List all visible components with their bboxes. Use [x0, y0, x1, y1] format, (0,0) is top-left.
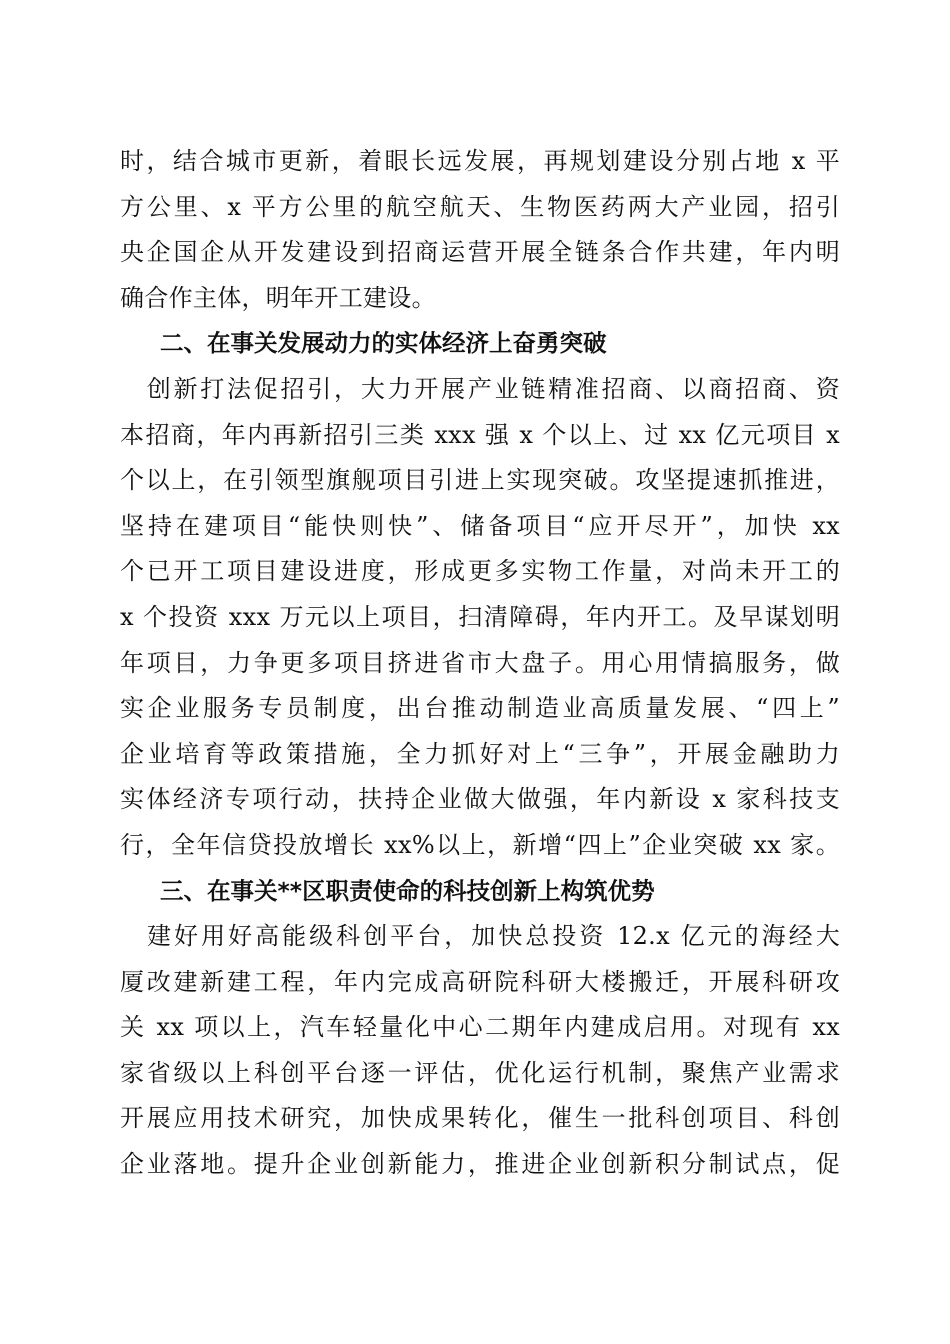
paragraph-line: 时，结合城市更新，着眼长远发展，再规划建设分别占地 x 平 [120, 147, 840, 175]
paragraph-line: 本招商，年内再新招引三类 xxx 强 x 个以上、过 xx 亿元项目 x [120, 420, 840, 449]
paragraph-line: 个已开工项目建设进度，形成更多实物工作量，对尚未开工的 [120, 557, 840, 586]
paragraph-line: 央企国企从开发建设到招商运营开展全链条合作共建，年内明 [120, 238, 840, 267]
paragraph-line: 确合作主体，明年开工建设。 [120, 283, 436, 312]
paragraph-line: x 个投资 xxx 万元以上项目，扫清障碍，年内开工。及早谋划明 [120, 602, 841, 631]
section-heading-2: 二、在事关发展动力的实体经济上奋勇突破 [160, 329, 607, 358]
paragraph-line: 开展应用技术研究，加快成果转化，催生一批科创项目、科创 [120, 1104, 840, 1133]
paragraph-line: 实体经济专项行动，扶持企业做大做强，年内新设 x 家科技支 [120, 785, 840, 814]
paragraph-3 [120, 914, 840, 1188]
paragraph-line: 家省级以上科创平台逐一评估，优化运行机制，聚焦产业需求 [120, 1058, 840, 1087]
paragraph-line: 行，全年信贷投放增长 xx%以上，新增“四上”企业突破 xx 家。 [120, 830, 840, 859]
paragraph-line: 企业培育等政策措施，全力抓好对上“三争”，开展金融助力 [120, 739, 840, 768]
paragraph-1 [120, 139, 840, 321]
paragraph-line: 企业落地。提升企业创新能力，推进企业创新积分制试点，促 [120, 1150, 840, 1179]
paragraph-line: 方公里、x 平方公里的航空航天、生物医药两大产业园，招引 [120, 192, 840, 221]
paragraph-2 [120, 367, 840, 869]
paragraph-line: 实企业服务专员制度，出台推动制造业高质量发展、“四上” [120, 694, 840, 723]
paragraph-line: 关 xx 项以上，汽车轻量化中心二期年内建成启用。对现有 xx [120, 1013, 840, 1042]
document-body [120, 139, 840, 1188]
paragraph-line: 创新打法促招引，大力开展产业链精准招商、以商招商、资 [120, 374, 840, 403]
paragraph-line: 建好用好高能级科创平台，加快总投资 12.x 亿元的海经大 [120, 922, 840, 951]
paragraph-line: 厦改建新建工程，年内完成高研院科研大楼搬迁，开展科研攻 [120, 967, 840, 996]
paragraph-line: 坚持在建项目“能快则快”、储备项目“应开尽开”，加快 xx [120, 511, 840, 540]
paragraph-line: 个以上，在引领型旗舰项目引进上实现突破。攻坚提速抓推进， [120, 466, 840, 495]
section-heading-3: 三、在事关**区职责使命的科技创新上构筑优势 [160, 876, 655, 905]
paragraph-line: 年项目，力争更多项目挤进省市大盘子。用心用情搞服务，做 [120, 648, 840, 677]
